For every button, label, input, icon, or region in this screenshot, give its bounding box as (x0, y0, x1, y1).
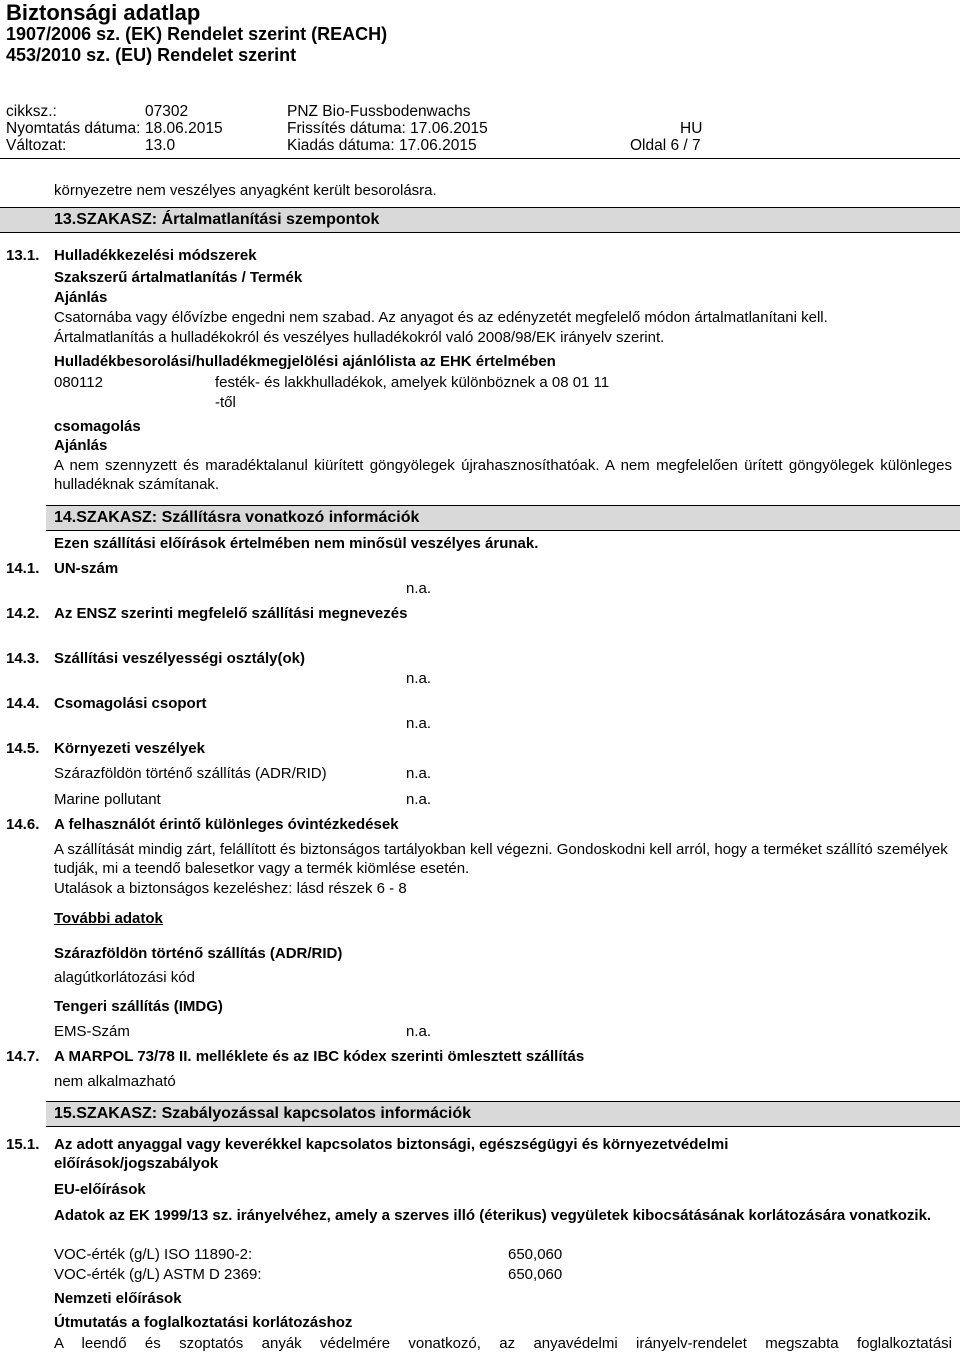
subsection-heading: A MARPOL 73/78 II. melléklete és az IBC kódex szerinti ömlesztett szállítás (54, 1048, 585, 1065)
section-14-header (46, 505, 960, 531)
intro-line: környezetre nem veszélyes anyagként került besorolásra. (54, 182, 437, 199)
subsection-heading: Hulladékkezelési módszerek (54, 247, 257, 264)
field-value: n.a. (406, 670, 432, 687)
section-15-title: 15.SZAKASZ: Szabályozással kapcsolatos információk (54, 1105, 472, 1122)
subheading: Szakszerű ártalmatlanítás / Termék (54, 269, 303, 286)
version-value: 13.0 (145, 137, 176, 154)
article-code-label: cikksz.: (6, 103, 57, 120)
field-label: Marine pollutant (54, 791, 161, 808)
voc-label: VOC-érték (g/L) ASTM D 2369: (54, 1266, 262, 1283)
section-13-header (0, 207, 960, 233)
paragraph: Csatornába vagy élővízbe engedni nem szabad. Az anyagot és az edényzetét megfelelő módon ártalmatlanítani kell. (54, 309, 828, 326)
subsection-number: 14.3. (6, 650, 40, 667)
waste-list-heading: Hulladékbesorolási/hulladékmegjelölési ajánlólista az EHK értelmében (54, 353, 556, 370)
section-15-header (46, 1101, 960, 1127)
transport-note: Ezen szállítási előírások értelmében nem minősül veszélyes árunak. (54, 535, 539, 552)
packaging-label: csomagolás (54, 418, 141, 435)
field-label: Szárazföldön történő szállítás (ADR/RID) (54, 765, 327, 782)
product-name: PNZ Bio-Fussbodenwachs (287, 103, 471, 120)
waste-code: 080112 (54, 374, 103, 391)
document-title: Biztonsági adatlap (6, 0, 201, 25)
further-data-heading: További adatok (54, 910, 163, 927)
subsection-number: 14.2. (6, 605, 40, 622)
subsection-heading: Szállítási veszélyességi osztály(ok) (54, 650, 305, 667)
waste-code-description: festék- és lakkhulladékok, amelyek különböznek a 08 01 11 (215, 374, 610, 391)
waste-code-description-cont: -től (215, 394, 236, 411)
subsection-heading: A felhasználót érintő különleges óvintézkedések (54, 816, 399, 833)
regulation-line-2: 453/2010 sz. (EU) Rendelet szerint (6, 45, 297, 65)
field-value: n.a. (406, 765, 432, 782)
paragraph: A szállítását mindig zárt, felállított és biztonságos tartályokban kell végezni. Gondoskodni kell arról, hogy a terméket szállító személyek tudják, mi a teendő balesetkor vagy a termék kiömlése esetén. (54, 841, 948, 877)
field-value: n.a. (406, 1023, 432, 1040)
header-divider (0, 158, 960, 159)
subsection-number: 15.1. (6, 1136, 40, 1153)
print-date-value: 18.06.2015 (145, 120, 223, 137)
update-date: Frissítés dátuma: 17.06.2015 (287, 120, 488, 137)
issue-date: Kiadás dátuma: 17.06.2015 (287, 137, 477, 154)
field-value: n.a. (406, 580, 432, 597)
field-label: alagútkorlátozási kód (54, 969, 195, 986)
voc-value: 650,060 (508, 1266, 563, 1283)
paragraph: Ártalmatlanítás a hulladékokról és veszélyes hulladékokról való 2008/98/EK irányelv szerint. (54, 329, 665, 346)
subsection-number: 14.4. (6, 695, 40, 712)
field-value: n.a. (406, 715, 432, 732)
employment-restriction-heading: Útmutatás a foglalkoztatási korlátozáshoz (54, 1314, 353, 1331)
road-transport-heading: Szárazföldön történő szállítás (ADR/RID) (54, 945, 343, 962)
voc-value: 650,060 (508, 1246, 563, 1263)
subsection-heading: Az adott anyaggal vagy keverékkel kapcsolatos biztonsági, egészségügyi és környezetvédelmi előírások/jogszabályok (54, 1136, 729, 1172)
subsection-number: 14.7. (6, 1048, 40, 1065)
subsection-heading: Az ENSZ szerinti megfelelő szállítási megnevezés (54, 605, 408, 622)
field-value: nem alkalmazható (54, 1073, 176, 1090)
paragraph: A nem szennyzett és maradéktalanul kiürített göngyölegek újrahasznosíthatóak. A nem megfelelően ürített göngyölegek különleges hulladéknak számítanak. (54, 457, 952, 493)
subsection-heading: Környezeti veszélyek (54, 740, 205, 757)
language-code: HU (680, 120, 703, 137)
national-regulations-heading: Nemzeti előírások (54, 1290, 182, 1307)
recommendation-label: Ajánlás (54, 437, 108, 454)
regulation-line-1: 1907/2006 sz. (EK) Rendelet szerint (REACH) (6, 24, 388, 44)
eu-regulations-heading: EU-előírások (54, 1181, 146, 1198)
subsection-heading: UN-szám (54, 560, 119, 577)
subsection-number: 13.1. (6, 247, 40, 264)
article-code-value: 07302 (145, 103, 189, 120)
section-13-title: 13.SZAKASZ: Ártalmatlanítási szempontok (54, 211, 380, 228)
section-14-title: 14.SZAKASZ: Szállításra vonatkozó információk (54, 509, 420, 526)
voc-label: VOC-érték (g/L) ISO 11890-2: (54, 1246, 253, 1263)
subsection-heading: Csomagolási csoport (54, 695, 207, 712)
sea-transport-heading: Tengeri szállítás (IMDG) (54, 998, 223, 1015)
field-label: EMS-Szám (54, 1023, 130, 1040)
field-value: n.a. (406, 791, 432, 808)
paragraph: Utalások a biztonságos kezeléshez: lásd részek 6 - 8 (54, 880, 407, 897)
recommendation-label: Ajánlás (54, 289, 108, 306)
version-label: Változat: (6, 137, 67, 154)
subsection-number: 14.1. (6, 560, 40, 577)
print-date-label: Nyomtatás dátuma: (6, 120, 141, 137)
eu-regulations-text: Adatok az EK 1999/13 sz. irányelvéhez, amely a szerves illó (éterikus) vegyületek kibocsátásának korlátozására vonatkozik. (54, 1207, 932, 1224)
page-number: Oldal 6 / 7 (630, 137, 701, 154)
paragraph: A leendő és szoptatós anyák védelmére vonatkozó, az anyavédelmi irányelv-rendelet megszabta foglalkoztatási (54, 1335, 952, 1352)
subsection-number: 14.6. (6, 816, 40, 833)
subsection-number: 14.5. (6, 740, 40, 757)
